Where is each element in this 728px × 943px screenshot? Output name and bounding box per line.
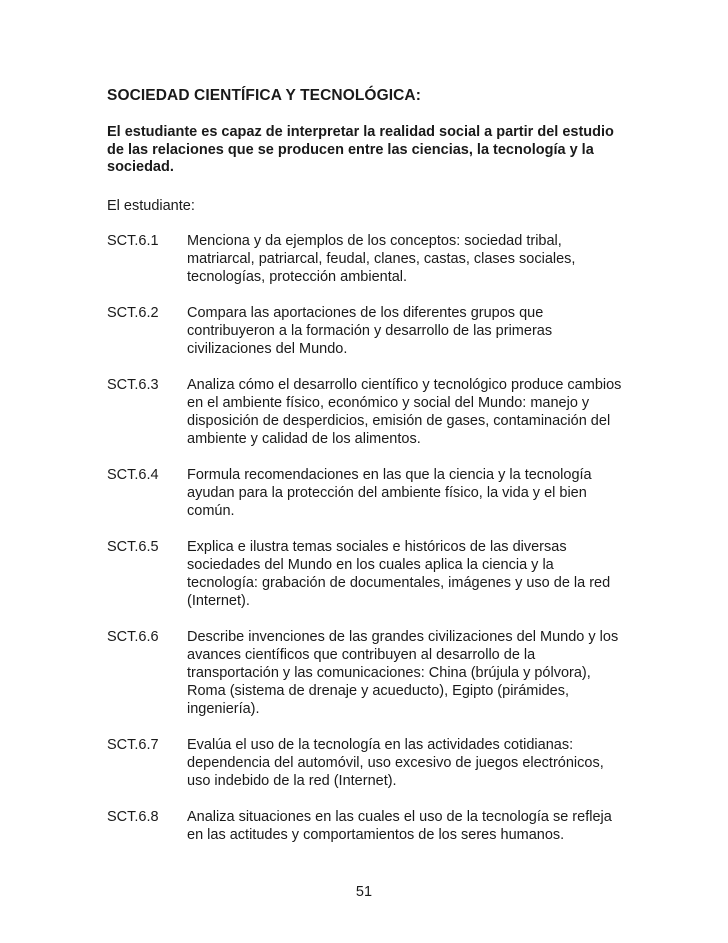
standard-code: SCT.6.7 (107, 737, 159, 753)
standard-code: SCT.6.4 (107, 467, 159, 483)
standard-item (107, 808, 622, 844)
standard-text: Compara las aportaciones de los diferentes grupos que contribuyeron a la formación y desarrollo de las primeras civilizaciones del Mundo. (187, 305, 553, 357)
standard-item (107, 736, 622, 790)
standard-text: Analiza cómo el desarrollo científico y tecnológico produce cambios en el ambiente físico, económico y social del Mundo: manejo y disposición de desperdicios, emisión de gases, contaminación del ambiente y calidad de los alimentos. (187, 377, 622, 447)
standard-code: SCT.6.3 (107, 377, 159, 393)
standard-text: Evalúa el uso de la tecnología en las actividades cotidianas: dependencia del automóvil, uso excesivo de juegos electrónicos, uso indebido de la red (Internet). (187, 737, 604, 789)
section-intro: El estudiante es capaz de interpretar la realidad social a partir del estudio de las relaciones que se producen entre las ciencias, la tecnología y la sociedad. (107, 124, 614, 175)
standards-list (107, 232, 622, 844)
standard-item (107, 628, 622, 718)
standard-code: SCT.6.1 (107, 233, 159, 249)
standard-text: Describe invenciones de las grandes civilizaciones del Mundo y los avances científicos que contribuyen al desarrollo de la transportación y las comunicaciones: China (brújula y pólvora), Roma (sistema de drenaje y acueducto), Egipto (pirámides, ingeniería). (187, 629, 619, 717)
standard-code: SCT.6.8 (107, 809, 159, 825)
standards-lead: El estudiante: (107, 197, 195, 214)
page-number: 51 (355, 884, 373, 900)
standard-item (107, 466, 622, 520)
section-title: SOCIEDAD CIENTÍFICA Y TECNOLÓGICA: (107, 87, 421, 104)
standard-item (107, 376, 622, 448)
standard-item (107, 538, 622, 610)
standard-item (107, 232, 622, 286)
standard-item (107, 304, 622, 358)
standard-text: Explica e ilustra temas sociales e históricos de las diversas sociedades del Mundo en los cuales aplica la ciencia y la tecnología: grabación de documentales, imágenes y uso de la red (Internet). (187, 539, 611, 609)
standard-text: Analiza situaciones en las cuales el uso de la tecnología se refleja en las actitudes y comportamientos de los seres humanos. (187, 809, 612, 843)
standard-text: Menciona y da ejemplos de los conceptos: sociedad tribal, matriarcal, patriarcal, feudal, clanes, castas, clases sociales, tecnologías, protección ambiental. (187, 233, 576, 285)
standard-code: SCT.6.5 (107, 539, 159, 555)
standard-code: SCT.6.6 (107, 629, 159, 645)
standard-code: SCT.6.2 (107, 305, 159, 321)
standard-text: Formula recomendaciones en las que la ciencia y la tecnología ayudan para la protección del ambiente físico, la vida y el bien común. (187, 467, 592, 519)
document-page (107, 86, 622, 862)
